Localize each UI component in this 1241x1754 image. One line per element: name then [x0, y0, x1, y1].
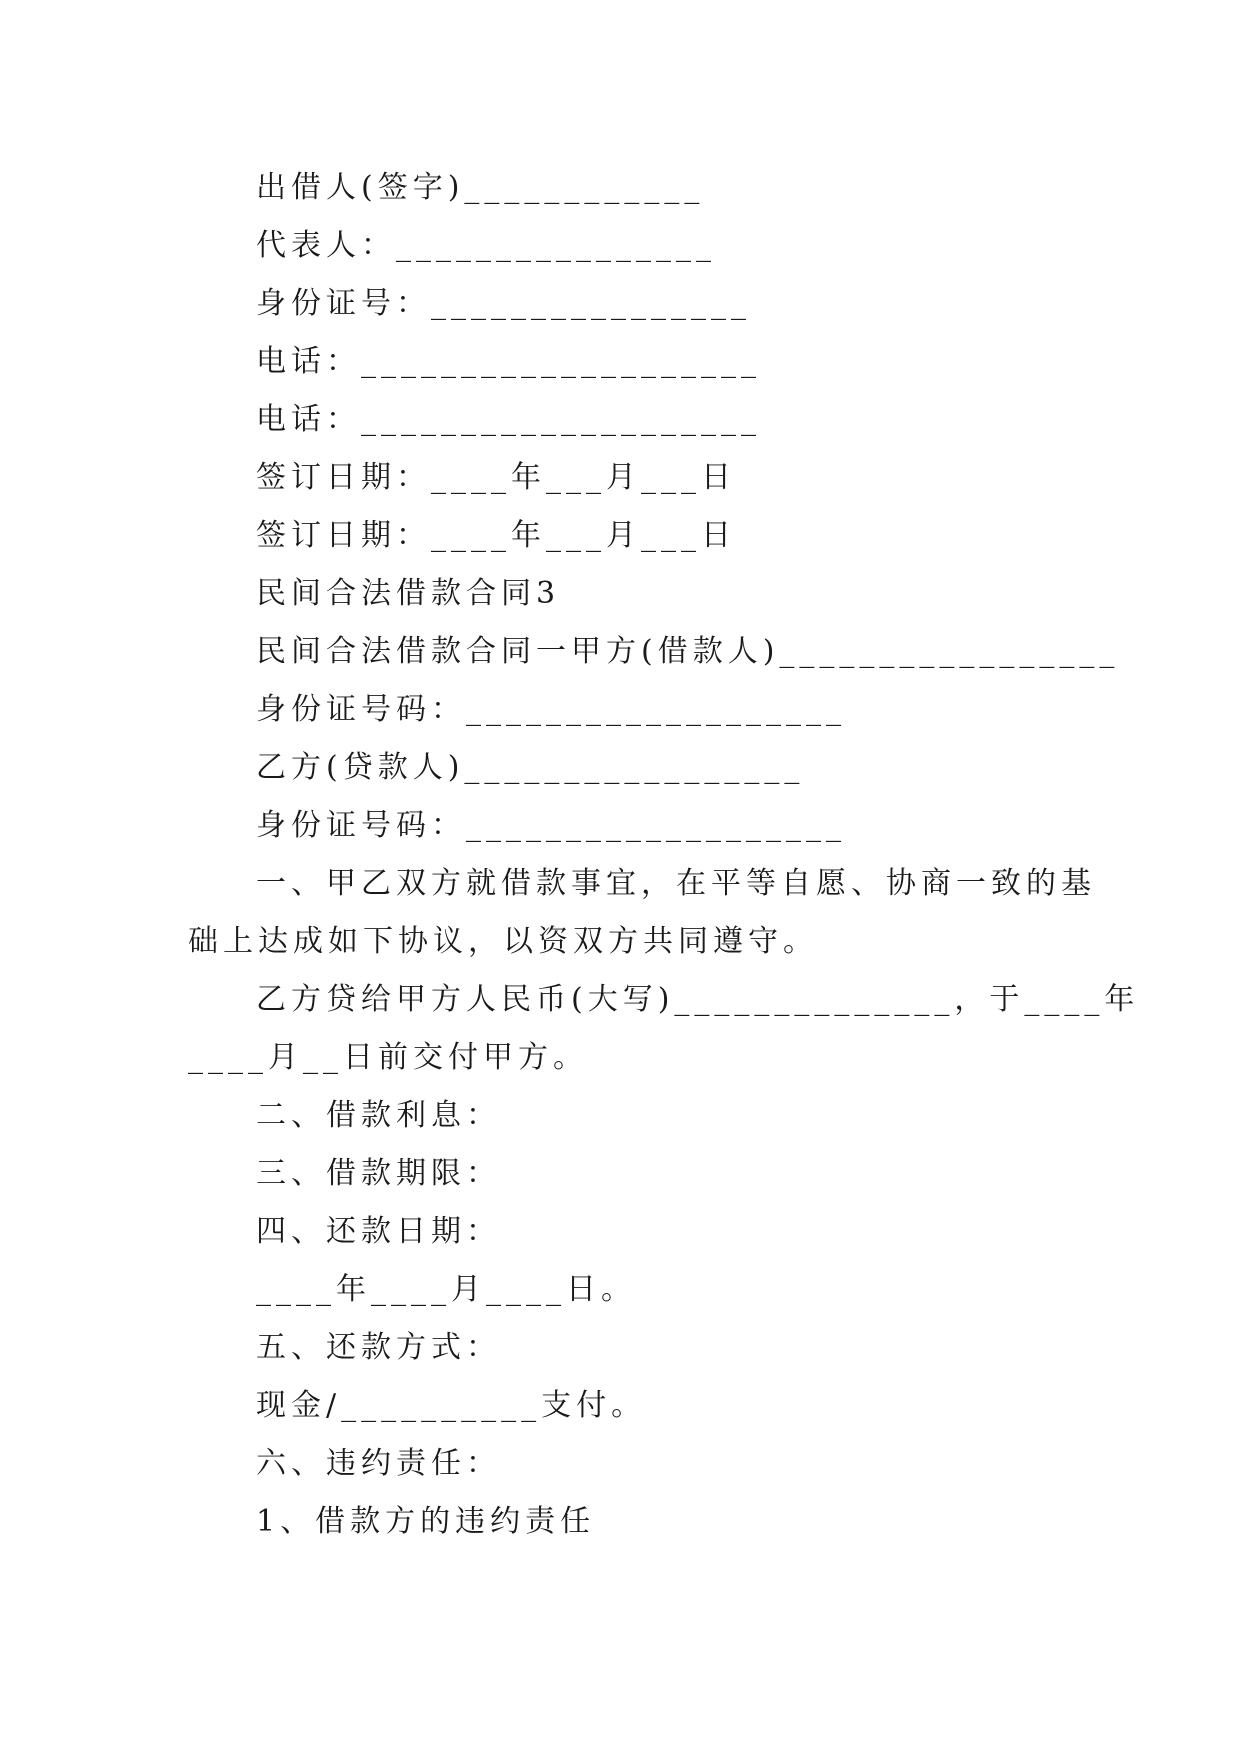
- repayment-method-value: 现金/__________支付。: [256, 1388, 647, 1423]
- clause-repayment-method: 五、还款方式：: [256, 1330, 501, 1365]
- clause-liability: 六、违约责任：: [256, 1446, 501, 1481]
- clause-repayment-date: 四、还款日期：: [256, 1214, 501, 1249]
- clause-interest: 二、借款利息：: [256, 1098, 501, 1133]
- borrower-liability-line: 1、借款方的违约责任: [256, 1504, 596, 1539]
- repayment-date-value: ____年____月____日。: [256, 1272, 636, 1307]
- lender-signature-line: 出借人(签字)____________: [256, 170, 705, 205]
- phone-line-2: 电话：____________________: [256, 402, 761, 437]
- party-a-line: 民间合法借款合同一甲方(借款人)_________________: [256, 634, 1120, 669]
- signing-date-line-2: 签订日期：____年___月___日: [256, 518, 736, 553]
- representative-line: 代表人：________________: [256, 228, 716, 263]
- clause-one-line-2: 础上达成如下协议，以资双方共同遵守。: [188, 924, 818, 959]
- clause-term: 三、借款期限：: [256, 1156, 501, 1191]
- loan-amount-line-2: ____月__日前交付甲方。: [188, 1040, 588, 1075]
- contract-title: 民间合法借款合同3: [256, 576, 561, 611]
- signing-date-line-1: 签订日期：____年___月___日: [256, 460, 736, 495]
- party-b-id-line: 身份证号码：___________________: [256, 808, 846, 843]
- party-b-line: 乙方(贷款人)_________________: [256, 750, 805, 785]
- id-number-line: 身份证号：________________: [256, 286, 751, 321]
- loan-amount-line-1: 乙方贷给甲方人民币(大写)______________，于____年: [256, 982, 1140, 1017]
- party-a-id-line: 身份证号码：___________________: [256, 692, 846, 727]
- clause-one-line-1: 一、甲乙双方就借款事宜，在平等自愿、协商一致的基: [256, 866, 1096, 901]
- phone-line-1: 电话：____________________: [256, 344, 761, 379]
